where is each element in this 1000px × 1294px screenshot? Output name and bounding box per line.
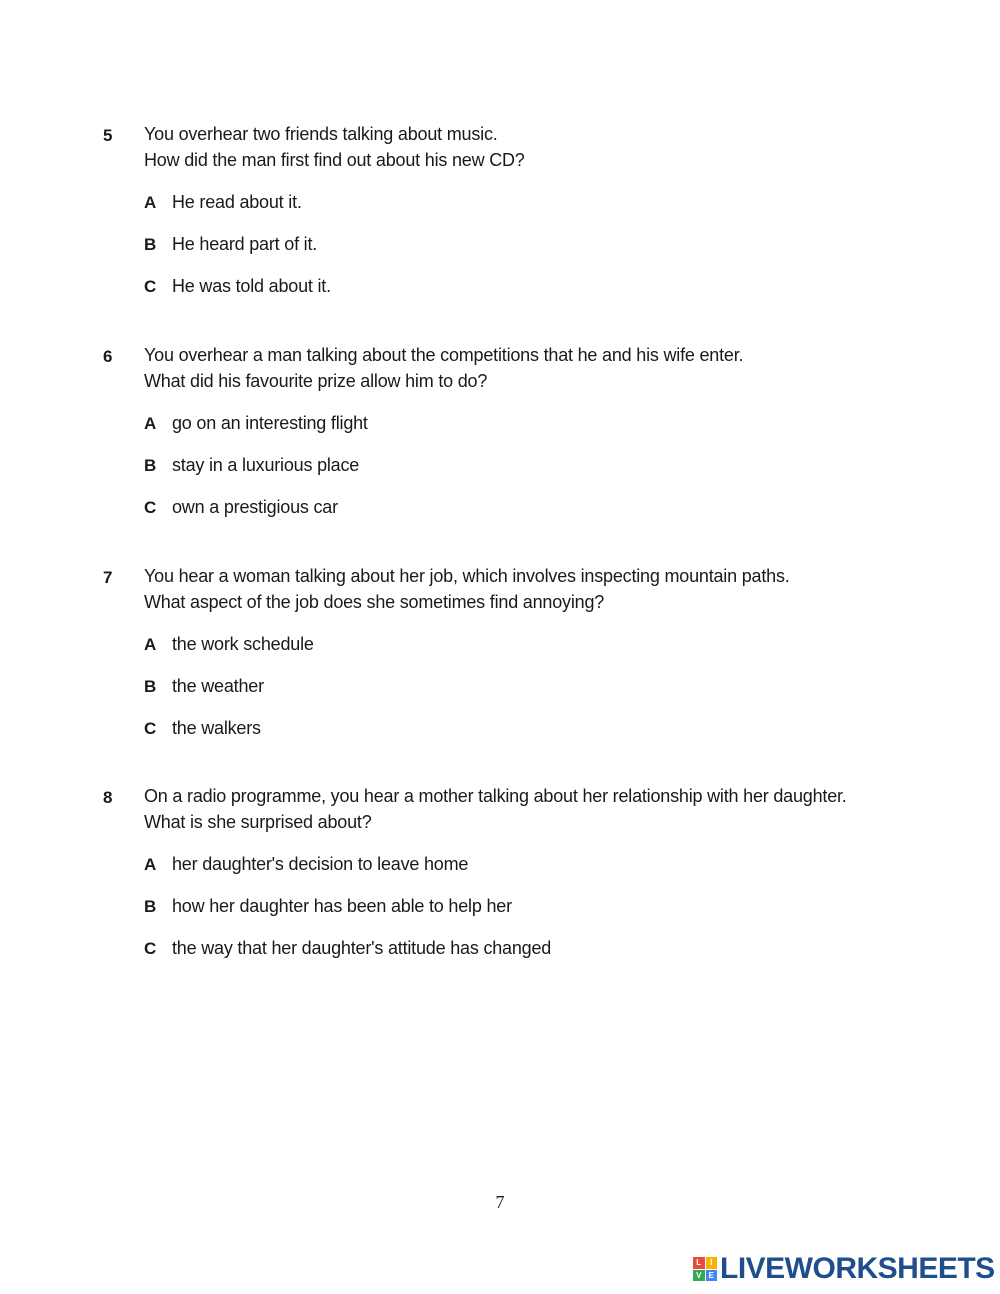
question-number: 8	[103, 788, 113, 807]
logo-letter-e: E	[706, 1270, 718, 1282]
option-text: He was told about it.	[172, 276, 331, 296]
option-a[interactable]	[144, 854, 468, 875]
option-a[interactable]	[144, 192, 302, 213]
page-number: 7	[495, 1192, 505, 1212]
option-c[interactable]	[144, 497, 338, 518]
option-text: go on an interesting flight	[172, 413, 368, 433]
option-letter: A	[144, 193, 157, 212]
question-prompt: What aspect of the job does she sometimes find annoying?	[144, 592, 605, 612]
option-a[interactable]	[144, 413, 368, 434]
option-letter: B	[144, 677, 157, 696]
option-b[interactable]	[144, 234, 317, 255]
liveworksheets-brand[interactable]	[693, 1254, 995, 1284]
option-text: the way that her daughter's attitude has changed	[172, 938, 552, 958]
option-c[interactable]	[144, 938, 551, 959]
option-b[interactable]	[144, 455, 359, 476]
option-letter: B	[144, 897, 157, 916]
question-number: 7	[103, 568, 113, 587]
question-number: 5	[103, 126, 113, 145]
option-text: the weather	[172, 676, 264, 696]
question-number: 6	[103, 347, 113, 366]
option-letter: B	[144, 235, 157, 254]
option-letter: B	[144, 456, 157, 475]
option-text: own a prestigious car	[172, 497, 338, 517]
option-text: how her daughter has been able to help her	[172, 896, 512, 916]
option-b[interactable]	[144, 896, 512, 917]
logo-letter-l: L	[693, 1257, 705, 1269]
logo-letter-v: V	[693, 1270, 705, 1282]
question-prompt: What did his favourite prize allow him to do?	[144, 371, 488, 391]
question-context: You overhear a man talking about the competitions that he and his wife enter.	[144, 345, 744, 365]
question-prompt: How did the man first find out about his new CD?	[144, 150, 525, 170]
logo-letter-i: I	[706, 1257, 718, 1269]
option-text: He heard part of it.	[172, 234, 318, 254]
option-letter: C	[144, 277, 157, 296]
question-context: You hear a woman talking about her job, which involves inspecting mountain paths.	[144, 566, 790, 586]
option-letter: C	[144, 719, 157, 738]
option-text: the work schedule	[172, 634, 314, 654]
option-text: the walkers	[172, 718, 261, 738]
option-text: He read about it.	[172, 192, 302, 212]
question-context: On a radio programme, you hear a mother talking about her relationship with her daughter.	[144, 786, 847, 806]
liveworksheets-logo-icon	[693, 1257, 717, 1281]
option-letter: A	[144, 855, 157, 874]
option-a[interactable]	[144, 634, 314, 655]
option-text: stay in a luxurious place	[172, 455, 360, 475]
option-c[interactable]	[144, 276, 331, 297]
option-letter: A	[144, 414, 157, 433]
option-letter: C	[144, 498, 157, 517]
option-letter: C	[144, 939, 157, 958]
option-letter: A	[144, 635, 157, 654]
option-c[interactable]	[144, 718, 261, 739]
question-context: You overhear two friends talking about music.	[144, 124, 498, 144]
brand-name: LIVEWORKSHEETS	[720, 1252, 995, 1285]
option-text: her daughter's decision to leave home	[172, 854, 469, 874]
option-b[interactable]	[144, 676, 264, 697]
question-prompt: What is she surprised about?	[144, 812, 372, 832]
